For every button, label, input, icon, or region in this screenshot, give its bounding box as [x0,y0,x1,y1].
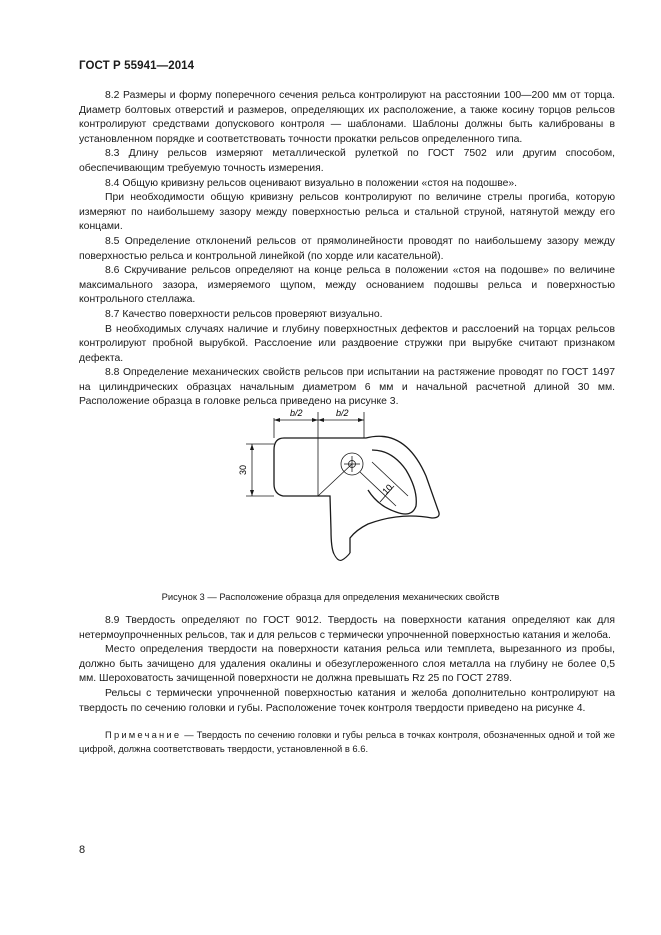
paragraph-8-3: 8.3 Длину рельсов измеряют металлической рулеткой по ГОСТ 7502 или другим способом, обеспечивающим требуемую точность измерения. [79,148,615,174]
dim-30: 30 [238,464,248,475]
paragraph-8-5: 8.5 Определение отклонений рельсов от прямолинейности проводят по наибольшему зазору между поверхностью рельса и контрольной линейкой (по хорде или касательной). [79,235,615,262]
paragraph-8-4: 8.4 Общую кривизну рельсов оценивают визуально в положении «стоя на подошве». [105,177,518,189]
page-number: 8 [79,844,86,856]
paragraph-8-4-cont: При необходимости общую кривизну рельсов контролируют по величине стрелы прогиба, которую измеряют по наибольшему зазору между поверхностью рельса и стальной струной, натянутой между его концами. [79,192,615,233]
figure-3-caption: Рисунок 3 — Расположение образца для определения механических свойств [161,591,500,602]
figure-3 [0,378,661,583]
paragraph-8-9-cont2: Рельсы с термически упрочненной поверхностью катания и желоба дополнительно контролируют на твердость по сечению головки и губы. Расположение точек контроля твердости приведено на рисунке 4. [79,687,615,714]
paragraph-8-7-cont: В необходимых случаях наличие и глубину поверхностных дефектов и расслоений на торцах рельсов контролируют пробной вырубкой. Расслоение или раздвоение стружки при вырубке считают признаком дефекта. [79,323,615,364]
break-line [334,553,350,560]
paragraph-8-8: 8.8 Определение механических свойств рельсов при испытании на растяжение проводят по ГОСТ 1497 на цилиндрических образцах начальным диаметром 6 мм и начальной расчетной длиной 30 мм. Расположение образца в головке рельса приведено на рисунке 3. [79,367,615,408]
body-text-section-1 [79,89,615,410]
paragraph-8-9-cont: Место определения твердости на поверхности катания рельса или темплета, вырезанного из пробы, должно быть зачищено для удаления окалины и обезуглероженного слоя металла на глубину не более 0,5 мм. Шероховатость зачищенной поверхности не должна превышать Rz 25 по ГОСТ 2789. [79,644,615,685]
lip-inner-contour [368,450,416,514]
note-label: Примечание [105,729,182,740]
rail-section-drawing [0,378,661,583]
note [79,728,615,755]
paragraph-8-2: 8.2 Размеры и форму поперечного сечения рельса контролируют на расстоянии 100—200 мм от торца. Диаметр болтовых отверстий и размеров, определяющих их расположение, а также косину торцов рельсов контролируют средствами допускового контроля — шаблонами. Шаблоны должны быть калиброваны в установленном порядке и соответствовать точности прокатки рельсов определенного типа. [79,90,615,145]
dim-10: 10 [380,482,395,497]
body-text-section-2 [79,614,615,716]
note-text: — Твердость по сечению головки и губы рельса в точках контроля, обозначенных одной и той же цифрой, должна соответствовать твердости, установленной в 6.6. [79,729,615,754]
dim-b-left: b/2 [290,408,303,418]
document-header: ГОСТ Р 55941—2014 [79,60,195,72]
paragraph-8-7: 8.7 Качество поверхности рельсов проверяют визуально. [105,308,383,320]
paragraph-8-6: 8.6 Скручивание рельсов определяют на конце рельса в положении «стоя на подошве» по величине максимального зазора, измеряемого щупом, между основанием подошвы рельса и поверхностью контрольного стеллажа. [79,265,615,306]
paragraph-8-9: 8.9 Твердость определяют по ГОСТ 9012. Твердость на поверхности катания определяют как для нетермоупрочненных рельсов, так и для рельсов с термически упрочненной поверхностью катания и желоба. [79,615,615,641]
dim-b-right: b/2 [336,408,349,418]
